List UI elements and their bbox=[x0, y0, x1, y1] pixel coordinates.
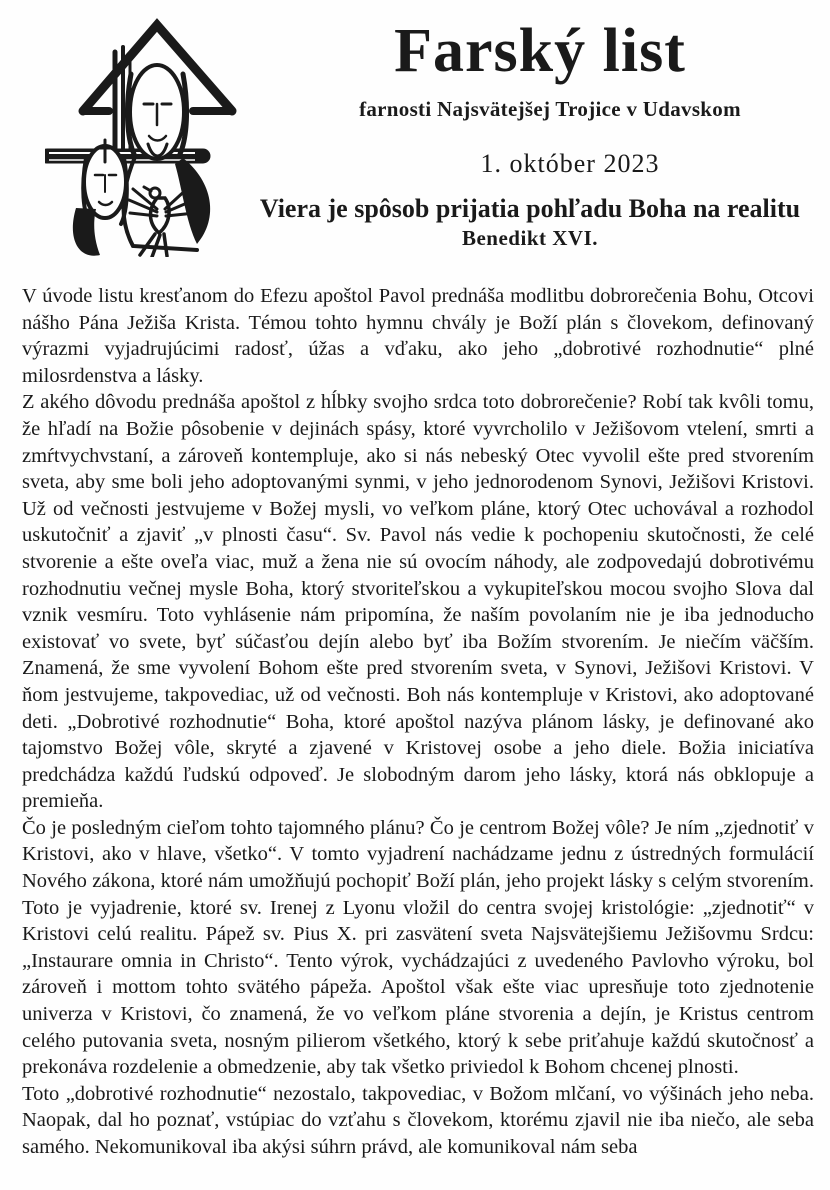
newsletter-subtitle: farnosti Najsvätejšej Trojice v Udavskom bbox=[359, 97, 741, 121]
issue-date: 1. október 2023 bbox=[480, 149, 660, 178]
article-paragraph: V úvode listu kresťanom do Efezu apoštol Pavol prednáša modlitbu dobrorečenia Bohu, Otcovi nášho Pána Ježiša Krista. Témou tohto hymnu chvály je Boží plán s človekom, definovaný výrazmi vyjadrujúcimi radosť, úžas a vďaku, ako jeho „dobrotivé rozhodnutie“ plné milosrdenstva a lásky. bbox=[22, 285, 814, 387]
newsletter-title: Farský list bbox=[394, 17, 686, 85]
headline-attribution: Benedikt XVI. bbox=[461, 226, 599, 250]
article-paragraph: Toto „dobrotivé rozhodnutie“ nezostalo, takpovediac, v Božom mlčaní, vo výšinách jeho neba. Naopak, dal ho poznať, vstúpiac do vzťahu s človekom, ktorému zjavil nie iba niečo, ale seba samého. Nekomunikoval iba akýsi súhrn právd, ale komunikoval nám seba bbox=[22, 1082, 814, 1158]
article-paragraph: Čo je posledným cieľom tohto tajomného plánu? Čo je centrom Božej vôle? Je ním „zjednotiť v Kristovi, ako v hlave, všetko“. V tomto vyjadrení nachádzame jednu z ústredných formulácií Nového zákona, ktoré nám umožňujú pochopiť Boží plán, jeho projekt lásky s celým stvorením. Toto je vyjadrenie, ktoré sv. Irenej z Lyonu vložil do centra svojej kristológie: „zjednotiť“ v Kristovi celú realitu. Pápež sv. Pius X. pri zasvätení sveta Najsvätejšiemu Ježišovmu Srdcu: „Instaurare omnia in Christo“. Tento výrok, vychádzajúci z uvedeného Pavlovho výroku, bol zároveň i mottom tohto svätého pápeža. Apoštol však ešte viac upresňuje toto zjednotenie univerza v Kristovi, čo znamená, že vo veľkom pláne stvorenia a dejín, je Kristus centrom celého putovania sveta, nosným pilierom všetkého, ktorý k sebe priťahuje každú skutočnosť a prekonáva rozdelenie a obmedzenie, aby tak všetko priviedol k Bohom chcenej plnosti. bbox=[22, 816, 814, 1079]
article-body bbox=[22, 283, 814, 1161]
article-paragraph: Z akého dôvodu prednáša apoštol z hĺbky svojho srdca toto dobrorečenie? Robí tak kvôli tomu, že hľadí na Božie pôsobenie v dejinách spásy, ktoré vyvrcholilo v Ježišovom vtelení, smrti a zmŕtvychvstaní, a zároveň kontempluje, ako si nás nebeský Otec vyvolil ešte pred stvorením sveta, aby sme boli jeho adoptovanými synmi, v jeho jednorodenom Synovi, Ježišovi Kristovi. Už od večnosti jestvujeme v Božej mysli, vo veľkom pláne, ktorý Otec uchovával a rozhodol uskutočniť a zjaviť „v plnosti času“. Sv. Pavol nás vedie k pochopeniu skutočnosti, že celé stvorenie a ešte oveľa viac, muž a žena nie sú ovocím náhody, ale zodpovedajú dobrotivému rozhodnutiu večnej mysle Boha, ktorý stvoriteľskou a vykupiteľskou mocou svojho Slova dal vznik vesmíru. Toto vyhlásenie nám pripomína, že naším povolaním nie je iba jednoducho existovať vo svete, byť súčasťou dejín alebo byť iba Božím stvorením. Je niečím väčším. Znamená, že sme vyvolení Bohom ešte pred stvorením sveta, v Synovi, Ježišovi Kristovi. V ňom jestvujeme, takpovediac, už od večnosti. Boh nás kontempluje v Kristovi, ako adoptované deti. „Dobrotivé rozhodnutie“ Boha, ktoré apoštol nazýva plánom lásky, je definované ako tajomstvo Božej vôle, skryté a zjavené v Kristovej osobe a jeho diele. Božia iniciatíva predchádza každú ľudskú odpoveď. Je slobodným darom jeho lásky, ktorá nás obklopuje a premieňa. bbox=[22, 391, 814, 813]
article-headline: Viera je spôsob prijatia pohľadu Boha na realitu bbox=[259, 194, 801, 223]
